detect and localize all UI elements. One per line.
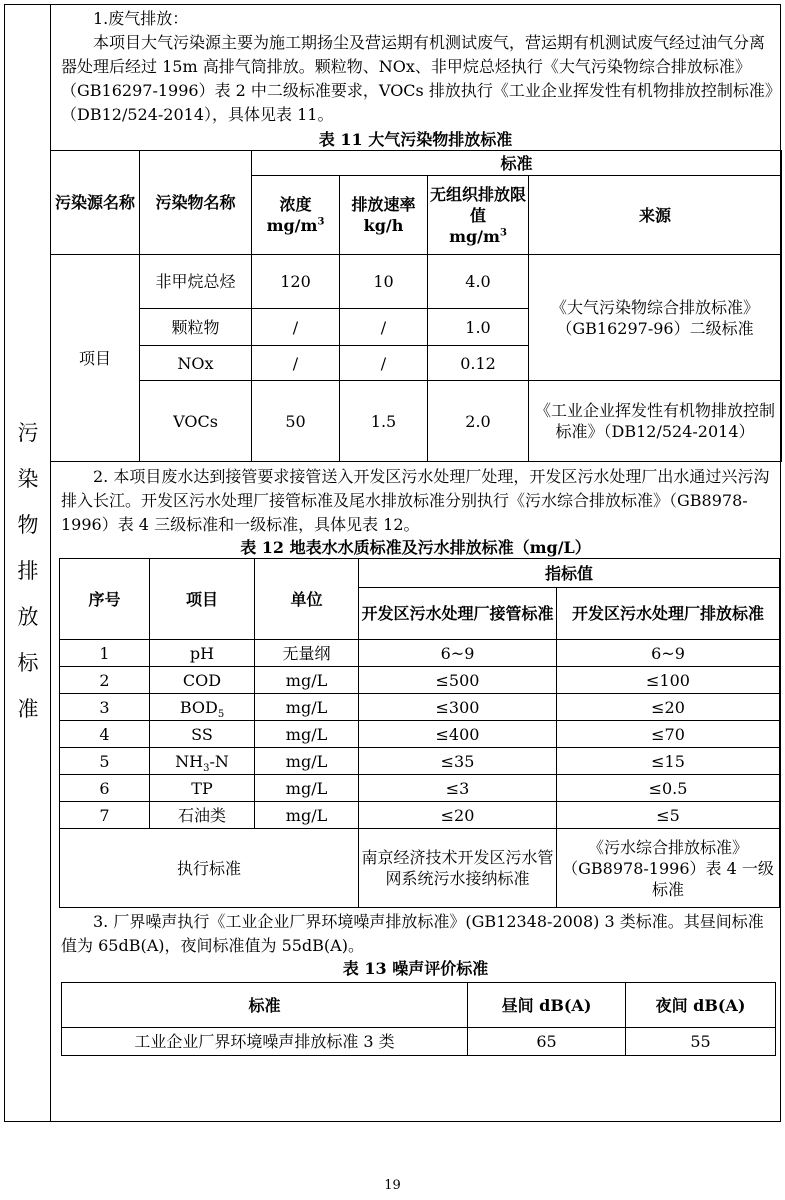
unit-cell: mg/L (255, 802, 359, 829)
rate-cell: 10 (340, 255, 428, 309)
unit-cell: mg/L (255, 694, 359, 721)
col-intake-header: 开发区污水处理厂接管标准 (359, 588, 557, 640)
air-paragraph: 本项目大气污染源主要为施工期扬尘及营运期有机测试废气，营运期有机测试废气经过油气分离器处理后经过 15m 高排气筒排放。颗粒物、NOx、非甲烷总烃执行《大气污染物综合排放标准》（GB16297-1996）表 2 中二级标准要求，VOCs 排放执行《工业企业挥发性有机物排放控制标准》（DB12/524-2014），具体见表 11。 (61, 33, 773, 124)
section-title-char: 物 (17, 513, 39, 537)
discharge-cell: ≤100 (557, 667, 780, 694)
unit-cell: 无量纲 (255, 640, 359, 667)
intake-cell: ≤500 (359, 667, 557, 694)
table-row (60, 694, 780, 721)
pollutant-cell: VOCs (140, 381, 252, 462)
discharge-cell: ≤70 (557, 721, 780, 748)
intake-cell: ≤300 (359, 694, 557, 721)
exec-discharge-cell: 《污水综合排放标准》（GB8978-1996）表 4 一级标准 (557, 829, 780, 908)
water-standards-table (59, 558, 780, 908)
col-day-header: 昼间 dB(A) (468, 983, 626, 1028)
unit-cell: mg/L (255, 748, 359, 775)
page-number: 19 (384, 1178, 401, 1193)
section-title-char: 标 (17, 651, 39, 675)
no-cell: 3 (60, 694, 150, 721)
water-paragraph: 2. 本项目废水达到接管要求接管送入开发区污水处理厂处理，开发区污水处理厂出水通过兴污沟排入长江。开发区污水处理厂接管标准及尾水排放标准分别执行《污水综合排放标准》（GB8978-1996）表 4 三级标准和一级标准，具体见表 12。 (61, 467, 770, 534)
no-cell: 7 (60, 802, 150, 829)
col-fugitive-header: 无组织排放限值 $mg/m^3$ (428, 176, 529, 255)
item-cell: 石油类 (150, 802, 255, 829)
table12-caption: 表 12 地表水水质标准及污水排放标准（mg/L） (240, 538, 591, 557)
night-cell: 55 (626, 1028, 776, 1056)
section-title-char: 污 (17, 421, 39, 445)
no-cell: 5 (60, 748, 150, 775)
intake-cell: ≤400 (359, 721, 557, 748)
col-source-header: 污染源名称 (51, 151, 140, 255)
item-cell: SS (150, 721, 255, 748)
fugitive-cell: 2.0 (428, 381, 529, 462)
source-cell: 项目 (51, 255, 140, 462)
col-night-header: 夜间 dB(A) (626, 983, 776, 1028)
no-cell: 1 (60, 640, 150, 667)
item-cell: $NH_3-N$ (150, 748, 255, 775)
discharge-cell: ≤15 (557, 748, 780, 775)
table-row (60, 775, 780, 802)
exec-intake-cell: 南京经济技术开发区污水管网系统污水接纳标准 (359, 829, 557, 908)
std-cell: 工业企业厂界环境噪声排放标准 3 类 (62, 1028, 468, 1056)
air-standards-table (50, 150, 782, 462)
item-cell: pH (150, 640, 255, 667)
table-row (62, 1028, 776, 1056)
col-conc-header: 浓度 $mg/m^3$ (252, 176, 340, 255)
table13-caption: 表 13 噪声评价标准 (342, 959, 489, 978)
exec-label-cell: 执行标准 (60, 829, 359, 908)
col-item-header: 项目 (150, 559, 255, 640)
section-title-char: 准 (17, 697, 39, 721)
table-row (60, 640, 780, 667)
table-row (60, 748, 780, 775)
rate-cell: 1.5 (340, 381, 428, 462)
col-pollutant-header: 污染物名称 (140, 151, 252, 255)
col-index-header: 指标值 (359, 559, 780, 588)
section-title-char: 染 (17, 467, 39, 491)
table-row (60, 721, 780, 748)
noise-standards-table (61, 982, 776, 1056)
conc-cell: / (252, 346, 340, 381)
col-no-header: 序号 (60, 559, 150, 640)
unit-cell: mg/L (255, 667, 359, 694)
pollutant-cell: 颗粒物 (140, 309, 252, 346)
item-cell: TP (150, 775, 255, 802)
col-standard-header: 标准 (252, 151, 782, 176)
fugitive-cell: 4.0 (428, 255, 529, 309)
item-cell: $BOD_5$ (150, 694, 255, 721)
discharge-cell: ≤0.5 (557, 775, 780, 802)
table-row (60, 829, 780, 908)
col-origin-header: 来源 (529, 176, 782, 255)
day-cell: 65 (468, 1028, 626, 1056)
discharge-cell: ≤20 (557, 694, 780, 721)
rate-cell: / (340, 309, 428, 346)
discharge-cell: 6~9 (557, 640, 780, 667)
col-std-header: 标准 (62, 983, 468, 1028)
discharge-cell: ≤5 (557, 802, 780, 829)
fugitive-cell: 1.0 (428, 309, 529, 346)
conc-cell: 120 (252, 255, 340, 309)
section-title-char: 放 (17, 605, 39, 629)
pollutant-cell: NOx (140, 346, 252, 381)
table-row (60, 802, 780, 829)
section-title (5, 410, 51, 732)
section-content (51, 5, 780, 1121)
table11-caption: 表 11 大气污染物排放标准 (318, 130, 513, 149)
col-discharge-header: 开发区污水处理厂排放标准 (557, 588, 780, 640)
noise-paragraph: 3. 厂界噪声执行《工业企业厂界环境噪声排放标准》(GB12348-2008) 3 类标准。其昼间标准值为 65dB(A)，夜间标准值为 55dB(A)。 (61, 912, 764, 955)
rate-cell: / (340, 346, 428, 381)
unit-cell: mg/L (255, 775, 359, 802)
col-unit-header: 单位 (255, 559, 359, 640)
intake-cell: ≤20 (359, 802, 557, 829)
origin-cell: 《大气污染物综合排放标准》（GB16297-96）二级标准 (529, 255, 782, 381)
no-cell: 4 (60, 721, 150, 748)
pollutant-cell: 非甲烷总烃 (140, 255, 252, 309)
intake-cell: ≤35 (359, 748, 557, 775)
no-cell: 2 (60, 667, 150, 694)
item-cell: COD (150, 667, 255, 694)
air-heading: 1.废气排放： (93, 9, 189, 28)
section-title-char: 排 (17, 559, 39, 583)
table-row (60, 667, 780, 694)
conc-cell: / (252, 309, 340, 346)
origin-cell: 《工业企业挥发性有机物排放控制标准》（DB12/524-2014） (529, 381, 782, 462)
intake-cell: 6~9 (359, 640, 557, 667)
page-frame (4, 4, 781, 1122)
no-cell: 6 (60, 775, 150, 802)
fugitive-cell: 0.12 (428, 346, 529, 381)
col-rate-header: 排放速率 kg/h (340, 176, 428, 255)
intake-cell: ≤3 (359, 775, 557, 802)
section-label-column (5, 5, 51, 1121)
unit-cell: mg/L (255, 721, 359, 748)
conc-cell: 50 (252, 381, 340, 462)
